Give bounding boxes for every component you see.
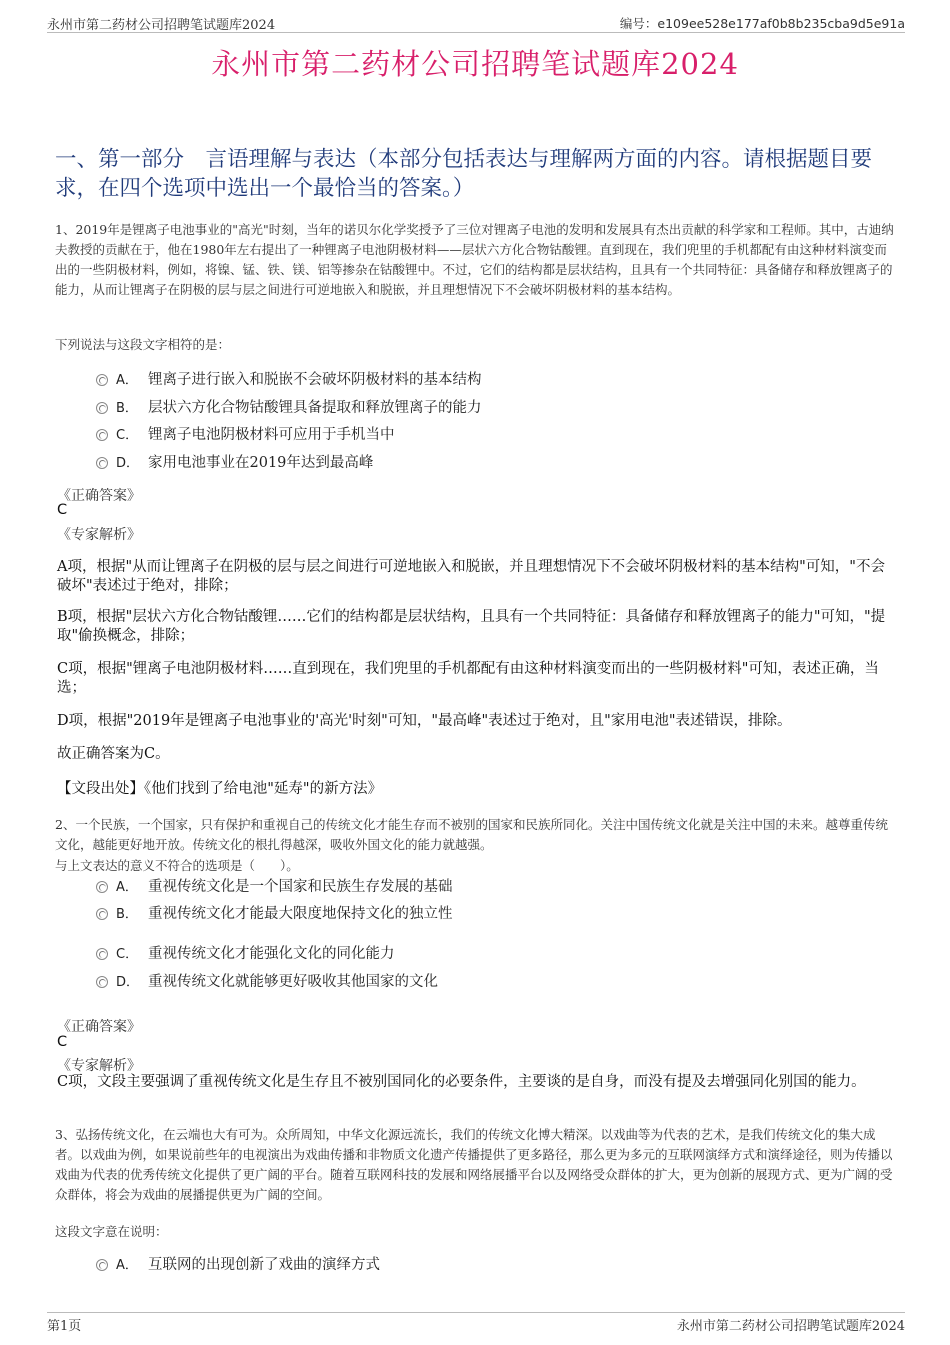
q2-option-b[interactable]: B． 重视传统文化才能最大限度地保持文化的独立性	[96, 904, 453, 924]
section-heading: 一、第一部分 言语理解与表达（本部分包括表达与理解两方面的内容。请根据题目要求，在四个选项中选出一个最恰当的答案。）	[55, 147, 873, 201]
q2-question: 与上文表达的意义不符合的选项是（ ）。	[55, 858, 299, 873]
q1-passage: 1、2019年是锂离子电池事业的"高光"时刻，当年的诺贝尔化学奖授予了三位对锂离子电池的发明和发展具有杰出贡献的科学家和工程师。其中，古迪纳夫教授的贡献在于，他在1980年左右提出了一种锂离子电池阴极材料——层状六方化合物钴酸锂。直到现在，我们兜里的手机都配有由这种材料演变而出的一些阴极材料，例如，将镍、锰、铁、镁、铝等掺杂在钴酸锂中。不过，它们的结构都是层状结构，且具有一个共同特征：具备储存和释放锂离子的能力，从而让锂离子在阴极的层与层之间进行可逆地嵌入和脱嵌，并且理想情况下不会破坏阴极材料的基本结构。	[55, 222, 894, 297]
q1-analysis-label: 《专家解析》	[57, 527, 141, 543]
radio-icon[interactable]	[96, 457, 108, 469]
option-text: 重视传统文化是一个国家和民族生存发展的基础	[148, 879, 453, 895]
option-text: 重视传统文化就能够更好吸收其他国家的文化	[148, 974, 438, 990]
q3-option-a[interactable]: A． 互联网的出现创新了戏曲的演绎方式	[96, 1255, 380, 1275]
q1-option-d[interactable]: D． 家用电池事业在2019年达到最高峰	[96, 453, 373, 473]
header-doc-title: 永州市第二药材公司招聘笔试题库2024	[47, 18, 276, 33]
option-text: 互联网的出现创新了戏曲的演绎方式	[148, 1257, 380, 1273]
page-number: 第1页	[47, 1319, 82, 1334]
radio-icon[interactable]	[96, 1259, 108, 1271]
radio-icon[interactable]	[96, 429, 108, 441]
q2-option-c[interactable]: C． 重视传统文化才能强化文化的同化能力	[96, 944, 395, 964]
q1-conclusion: 故正确答案为C。	[57, 746, 170, 762]
q2-option-a[interactable]: A． 重视传统文化是一个国家和民族生存发展的基础	[96, 877, 453, 897]
q2-passage: 2、一个民族，一个国家，只有保护和重视自己的传统文化才能生存而不被别的国家和民族所同化。关注中国传统文化就是关注中国的未来。越尊重传统文化，越能更好地开放。传统文化的根扎得越深，吸收外国文化的能力就越强。	[55, 817, 888, 852]
q1-analysis-c: C项，根据"锂离子电池阴极材料……直到现在，我们兜里的手机都配有由这种材料演变而出的一些阴极材料"可知，表述正确，当选；	[57, 661, 879, 696]
header-doc-id: 编号：e109ee528e177af0b8b235cba9d5e91a	[619, 16, 905, 31]
radio-icon[interactable]	[96, 374, 108, 386]
q1-option-c[interactable]: C． 锂离子电池阴极材料可应用于手机当中	[96, 425, 395, 445]
radio-icon[interactable]	[96, 881, 108, 893]
q2-answer-label: 《正确答案》	[57, 1019, 141, 1035]
q1-source: 【文段出处】《他们找到了给电池"延寿"的新方法》	[57, 781, 383, 797]
radio-icon[interactable]	[96, 908, 108, 920]
radio-icon[interactable]	[96, 948, 108, 960]
radio-icon[interactable]	[96, 402, 108, 414]
radio-icon[interactable]	[96, 976, 108, 988]
q1-option-b[interactable]: B． 层状六方化合物钴酸锂具备提取和释放锂离子的能力	[96, 398, 482, 418]
q3-question: 这段文字意在说明：	[55, 1224, 168, 1239]
q1-analysis-b: B项，根据"层状六方化合物钴酸锂……它们的结构都是层状结构，且具有一个共同特征：具备储存和释放锂离子的能力"可知，"提取"偷换概念，排除；	[57, 609, 886, 644]
q1-analysis-d: D项，根据"2019年是锂离子电池事业的'高光'时刻"可知，"最高峰"表述过于绝对，且"家用电池"表述错误，排除。	[57, 713, 792, 729]
footer-doc-title: 永州市第二药材公司招聘笔试题库2024	[676, 1319, 905, 1334]
option-text: 锂离子电池阴极材料可应用于手机当中	[148, 427, 395, 443]
q1-analysis-a: A项，根据"从而让锂离子在阴极的层与层之间进行可逆地嵌入和脱嵌，并且理想情况下不会破坏阴极材料的基本结构"可知，"不会破坏"表述过于绝对，排除；	[57, 559, 885, 594]
q2-option-d[interactable]: D． 重视传统文化就能够更好吸收其他国家的文化	[96, 972, 438, 992]
option-text: 重视传统文化才能强化文化的同化能力	[148, 946, 395, 962]
option-text: 层状六方化合物钴酸锂具备提取和释放锂离子的能力	[148, 400, 482, 416]
option-text: 锂离子进行嵌入和脱嵌不会破坏阴极材料的基本结构	[148, 372, 482, 388]
q2-analysis: C项，文段主要强调了重视传统文化是生存且不被别国同化的必要条件，主要谈的是自身，而没有提及去增强同化别国的能力。	[57, 1074, 866, 1090]
option-text: 重视传统文化才能最大限度地保持文化的独立性	[148, 906, 453, 922]
page-footer	[47, 1312, 905, 1333]
page-title: 永州市第二药材公司招聘笔试题库2024	[211, 47, 739, 81]
q2-analysis-label: 《专家解析》	[57, 1058, 141, 1074]
page-header	[47, 12, 905, 33]
q1-answer: C	[57, 502, 68, 518]
q1-answer-label: 《正确答案》	[57, 488, 141, 504]
q1-option-a[interactable]: A． 锂离子进行嵌入和脱嵌不会破坏阴极材料的基本结构	[96, 370, 482, 390]
q2-answer: C	[57, 1034, 68, 1050]
q1-question: 下列说法与这段文字相符的是：	[55, 337, 231, 352]
option-text: 家用电池事业在2019年达到最高峰	[148, 455, 374, 471]
q3-passage: 3、弘扬传统文化，在云端也大有可为。众所周知，中华文化源远流长，我们的传统文化博大精深。以戏曲等为代表的艺术，是我们传统文化的集大成者。以戏曲为例，如果说前些年的电视演出为戏曲传播和非物质文化遗产传播提供了更多路径，那么更为多元的互联网演绎方式和演绎途径，则为传播以戏曲为代表的优秀传统文化提供了更广阔的平台。随着互联网科技的发展和网络展播平台以及网络受众群体的扩大，更为创新的展现方式、更为广阔的受众群体，将会为戏曲的展播提供更为广阔的空间。	[55, 1127, 893, 1202]
